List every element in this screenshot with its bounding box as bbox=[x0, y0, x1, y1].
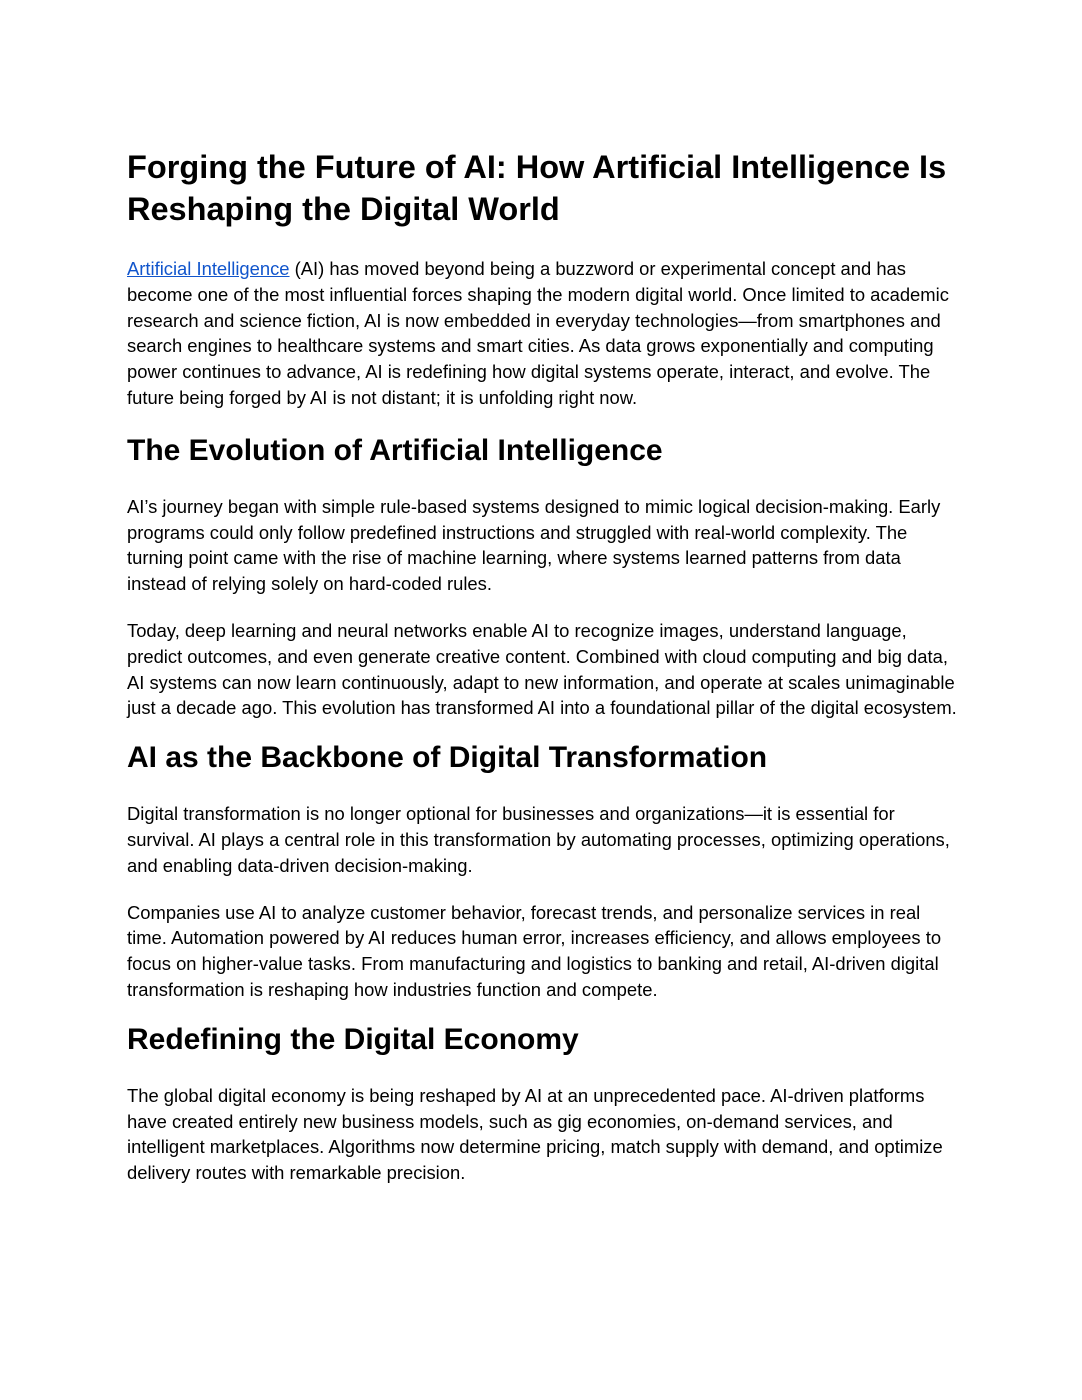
document-title: Forging the Future of AI: How Artificial Intelligence Is Reshaping the Digital World bbox=[127, 149, 947, 227]
section-heading-digital-transformation: AI as the Backbone of Digital Transformation bbox=[127, 741, 768, 775]
section-paragraph: The global digital economy is being reshaped by AI at an unprecedented pace. AI-driven platforms have created entirely new business models, such as gig economies, on-demand services, and intelligent marketplaces. Algorithms now determine pricing, match supply with demand, and optimize delivery routes with remarkable precision. bbox=[127, 1084, 943, 1184]
section-paragraph: Companies use AI to analyze customer behavior, forecast trends, and personalize services in real time. Automation powered by AI reduces human error, increases efficiency, and allows employees to focus on higher-value tasks. From manufacturing and logistics to banking and retail, AI-driven digital transformation is reshaping how industries function and compete. bbox=[127, 901, 942, 1000]
document-page bbox=[127, 146, 957, 1207]
section-paragraph: AI’s journey began with simple rule-based systems designed to mimic logical decision-making. Early programs could only follow predefined instructions and struggled with real-world complexity. The turning point came with the rise of machine learning, where systems learned patterns from data instead of relying solely on hard-coded rules. bbox=[127, 495, 941, 595]
section-paragraph: Digital transformation is no longer optional for businesses and organizations—it is essential for survival. AI plays a central role in this transformation by automating processes, optimizing operations, and enabling data-driven decision-making. bbox=[127, 803, 950, 876]
section-heading-digital-economy: Redefining the Digital Economy bbox=[127, 1022, 579, 1056]
artificial-intelligence-link[interactable]: Artificial Intelligence bbox=[127, 258, 290, 279]
section-paragraph: Today, deep learning and neural networks enable AI to recognize images, understand language, predict outcomes, and even generate creative content. Combined with cloud computing and big data, AI systems can now learn continuously, adapt to new information, and operate at scales unimaginable just a decade ago. This evolution has transformed AI into a foundational pillar of the digital ecosystem. bbox=[127, 619, 957, 719]
section-heading-evolution: The Evolution of Artificial Intelligence bbox=[127, 433, 663, 467]
intro-paragraph bbox=[127, 256, 957, 411]
intro-text: (AI) has moved beyond being a buzzword or experimental concept and has become one of the most influential forces shaping the modern digital world. Once limited to academic research and science fiction, AI is now embedded in everyday technologies—from smartphones and search engines to healthcare systems and smart cities. As data grows exponentially and computing power continues to advance, AI is redefining how digital systems operate, interact, and evolve. The future being forged by AI is not distant; it is unfolding right now. bbox=[127, 258, 949, 408]
